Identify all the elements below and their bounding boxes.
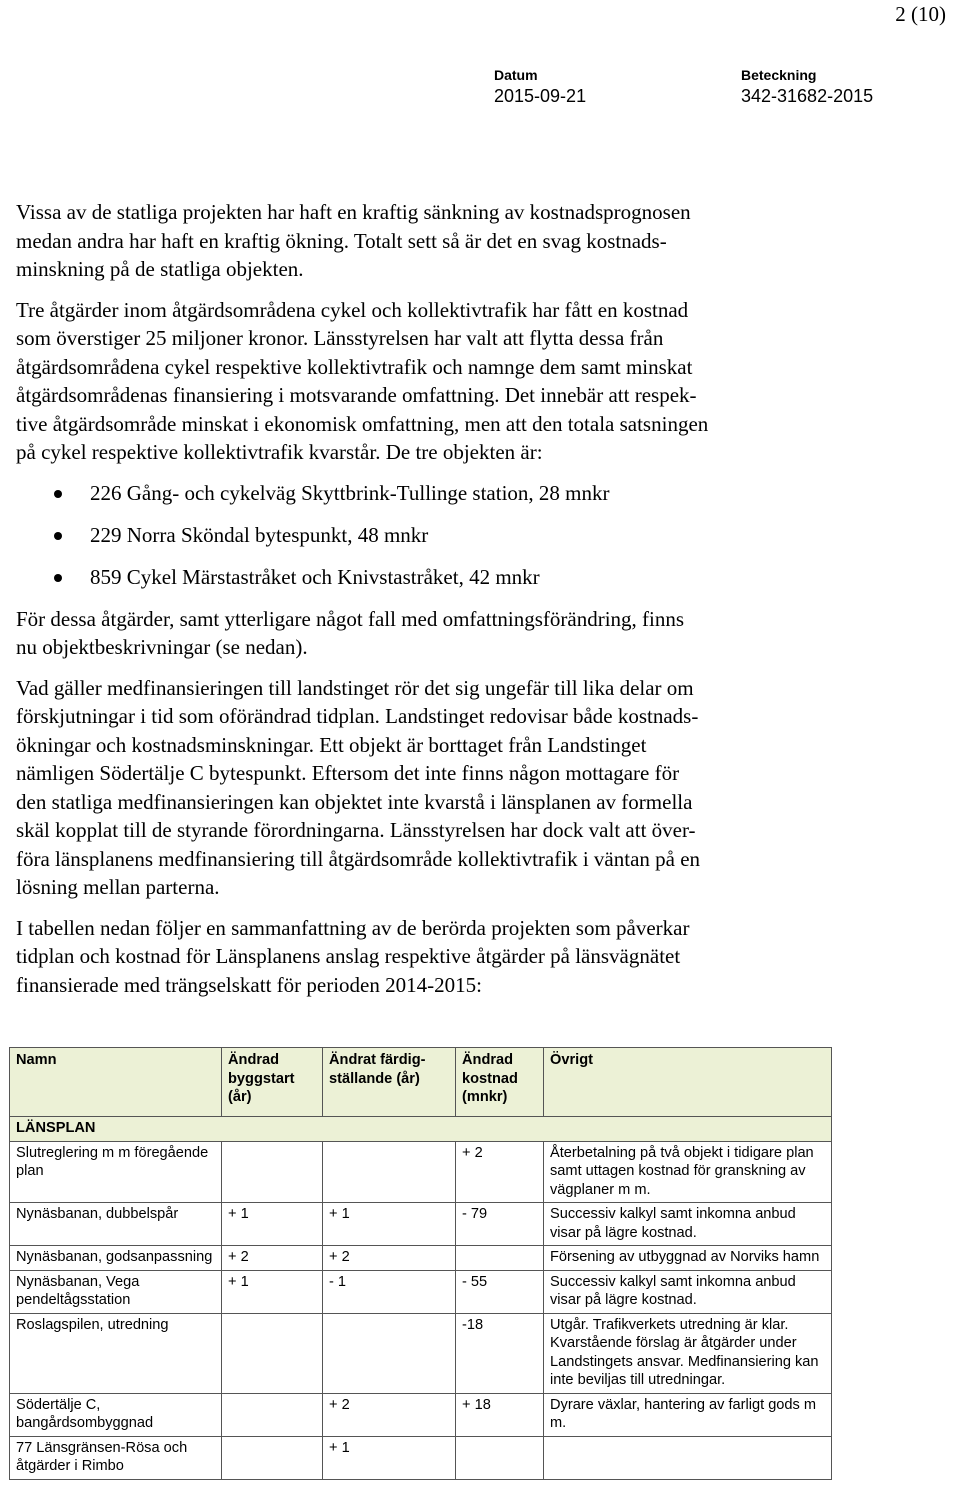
cell-other: Utgår. Trafikverkets utredning är klar. Kvarstående förslag är åtgärder under Landstingets ansvar. Medfinansiering kan inte beviljas till utredningar. (544, 1313, 832, 1393)
table-row (10, 1141, 832, 1203)
cell-other: Försening av utbyggnad av Norviks hamn (544, 1246, 832, 1271)
table-row (10, 1246, 832, 1271)
list-item: 859 Cykel Märstastråket och Knivstastråket, 42 mnkr (16, 563, 846, 592)
cell-build-start (222, 1313, 323, 1393)
table-row (10, 1270, 832, 1313)
reference-label: Beteckning (741, 67, 817, 83)
list-item: 229 Norra Sköndal bytespunkt, 48 mnkr (16, 521, 846, 550)
cell-other: Successiv kalkyl samt inkomna anbud visar på lägre kostnad. (544, 1270, 832, 1313)
summary-table (9, 1047, 832, 1480)
cell-name: Nynäsbanan, dubbelspår (10, 1203, 222, 1246)
list-item: 226 Gång- och cykelväg Skyttbrink-Tullinge station, 28 mnkr (16, 479, 846, 508)
cell-cost: -18 (456, 1313, 544, 1393)
cell-name: Roslagspilen, utredning (10, 1313, 222, 1393)
cell-completion: - 1 (323, 1270, 456, 1313)
document-body (16, 198, 846, 1011)
cell-build-start: + 2 (222, 1246, 323, 1271)
cell-cost: - 79 (456, 1203, 544, 1246)
cell-cost (456, 1436, 544, 1479)
header-reference (741, 66, 873, 108)
header-date (494, 66, 586, 108)
date-label: Datum (494, 67, 538, 83)
cell-cost: + 18 (456, 1393, 544, 1436)
table-row (10, 1313, 832, 1393)
cell-other: Successiv kalkyl samt inkomna anbud visar på lägre kostnad. (544, 1203, 832, 1246)
cell-name: Nynäsbanan, Vega pendeltågsstation (10, 1270, 222, 1313)
cell-cost (456, 1246, 544, 1271)
header-name: Namn (10, 1048, 222, 1117)
cell-completion: + 2 (323, 1246, 456, 1271)
table-row (10, 1393, 832, 1436)
cell-other: Återbetalning på två objekt i tidigare plan samt uttagen kostnad för granskning av vägplaner m m. (544, 1141, 832, 1203)
cell-build-start: + 1 (222, 1203, 323, 1246)
section-label: LÄNSPLAN (10, 1117, 832, 1142)
cell-name: Slutreglering m m föregående plan (10, 1141, 222, 1203)
header-other: Övrigt (544, 1048, 832, 1117)
cell-completion: + 2 (323, 1393, 456, 1436)
page-number: 2 (10) (895, 2, 946, 26)
paragraph-5: I tabellen nedan följer en sammanfattning av de berörda projekten som påverkar tidplan och kostnad för Länsplanens anslag respektive åtgärder på länsvägnätet finansierade med trängselskatt för perioden 2014-2015: (16, 915, 690, 997)
cell-completion (323, 1313, 456, 1393)
paragraph-3: För dessa åtgärder, samt ytterligare något fall med omfattningsförändring, finns nu objektbeskrivningar (se nedan). (16, 606, 685, 659)
cell-cost: + 2 (456, 1141, 544, 1203)
project-list (16, 479, 846, 592)
header-completion: Ändrat färdig-ställande (år) (323, 1048, 456, 1117)
cell-completion: + 1 (323, 1436, 456, 1479)
header-build-start: Ändrad byggstart (år) (222, 1048, 323, 1117)
table-row (10, 1203, 832, 1246)
paragraph-4: Vad gäller medfinansieringen till landstinget rör det sig ungefär till lika delar om förskjutningar i tid som oförändrad tidplan. Landstinget redovisar både kostnads- ökningar och kostnadsminskningar. Ett objekt är borttaget från Landstinget nämligen Södertälje C bytespunkt. Eftersom det inte finns någon mottagare för den statliga medfinansieringen kan objektet inte kvarstå i länsplanen av formella skäl kopplat till de styrande förordningarna. Länsstyrelsen har dock valt att över- föra länsplanens medfinansiering till åtgärdsområde kollektivtrafik i väntan på en lösning mellan parterna. (16, 675, 701, 899)
header-cost: Ändrad kostnad (mnkr) (456, 1048, 544, 1117)
cell-cost: - 55 (456, 1270, 544, 1313)
paragraph-2: Tre åtgärder inom åtgärdsområdena cykel och kollektivtrafik har fått en kostnad som överstiger 25 miljoner kronor. Länsstyrelsen har valt att flytta dessa från åtgärdsområdena cykel respektive kollektivtrafik och namnge dem samt minskat åtgärdsområdenas finansiering i motsvarande omfattning. Det innebär att respek- tive åtgärdsområde minskat i ekonomisk omfattning, men att den totala satsningen på cykel respektive kollektivtrafik kvarstår. De tre objekten är: (16, 297, 709, 464)
cell-name: 77 Länsgränsen-Rösa och åtgärder i Rimbo (10, 1436, 222, 1479)
paragraph-1: Vissa av de statliga projekten har haft en kraftig sänkning av kostnadsprognosen medan andra har haft en kraftig ökning. Totalt sett så är det en svag kostnads- minskning på de statliga objekten. (16, 200, 691, 281)
table-header-row (10, 1048, 832, 1117)
cell-completion (323, 1141, 456, 1203)
reference-value: 342-31682-2015 (741, 86, 874, 106)
section-row (10, 1117, 832, 1142)
cell-build-start (222, 1141, 323, 1203)
table-row (10, 1436, 832, 1479)
cell-build-start (222, 1436, 323, 1479)
cell-completion: + 1 (323, 1203, 456, 1246)
cell-build-start: + 1 (222, 1270, 323, 1313)
cell-other: Dyrare växlar, hantering av farligt gods m m. (544, 1393, 832, 1436)
cell-name: Nynäsbanan, godsanpassning (10, 1246, 222, 1271)
cell-name: Södertälje C, bangårdsombyggnad (10, 1393, 222, 1436)
cell-other (544, 1436, 832, 1479)
cell-build-start (222, 1393, 323, 1436)
date-value: 2015-09-21 (494, 86, 587, 106)
